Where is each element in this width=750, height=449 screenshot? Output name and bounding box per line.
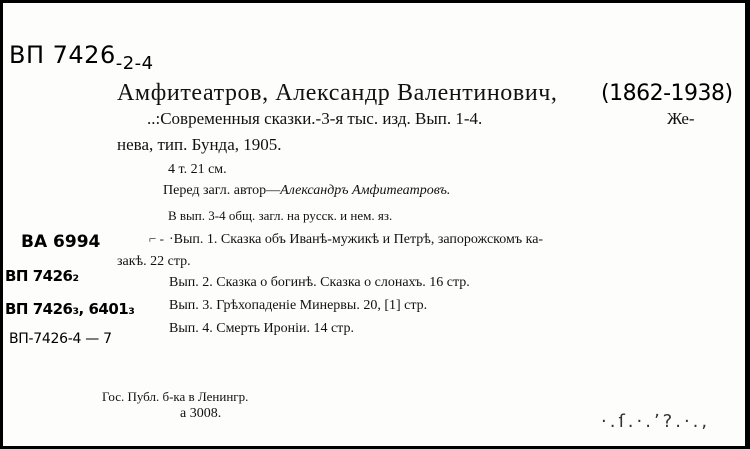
call-number: ВП 7426₃, 6401₃ xyxy=(5,300,135,318)
volume-1-continuation: закѣ. 22 стр. xyxy=(117,254,191,269)
pencil-scribble: ·.ſ.·.ʼ?.·., xyxy=(601,411,711,432)
call-number: ВП-7426-4 — 7 xyxy=(9,331,112,347)
volume-4: Вып. 4. Смерть Ироніи. 14 стр. xyxy=(169,321,354,336)
title-line: ..:Современныя сказки.-3-я тыс. изд. Вып. 1-4. xyxy=(147,109,483,128)
call-number: ВА 6994 xyxy=(21,232,101,252)
shelfmark-suffix: -2-4 xyxy=(115,53,154,74)
shelfmark xyxy=(9,41,154,74)
imprint: нева, тип. Бунда, 1905. xyxy=(117,135,282,154)
language-note: В вып. 3-4 общ. загл. на русск. и нем. яз. xyxy=(168,208,393,223)
author-heading: Амфитеатров, Александр Валентинович, xyxy=(117,80,558,106)
call-number: ВП 7426₂ xyxy=(5,267,79,285)
author-note xyxy=(163,184,450,198)
dash-mark: ⌐ - xyxy=(149,231,164,246)
accession-number: а 3008. xyxy=(180,406,222,421)
author-note-prefix: Перед загл. автор— xyxy=(163,183,281,198)
life-dates: (1862-1938) xyxy=(601,81,733,106)
catalog-card xyxy=(3,3,745,446)
shelfmark-main: ВП 7426 xyxy=(9,41,116,69)
volume-1: ·Вып. 1. Сказка объ Иванѣ-мужикѣ и Петрѣ, запорожскомъ ка- xyxy=(169,232,544,247)
library-stamp: Гос. Публ. б-ка в Ленингр. xyxy=(102,389,249,404)
physical-description: 4 т. 21 см. xyxy=(168,162,227,177)
author-note-name: Александръ Амфитеатровъ. xyxy=(280,183,451,198)
title-continuation: Же- xyxy=(667,109,695,128)
volume-2: Вып. 2. Сказка о богинѣ. Сказка о слонахъ. 16 стр. xyxy=(169,275,470,290)
volume-3: Вып. 3. Грѣхопаденіе Минервы. 20, [1] стр. xyxy=(169,298,428,313)
